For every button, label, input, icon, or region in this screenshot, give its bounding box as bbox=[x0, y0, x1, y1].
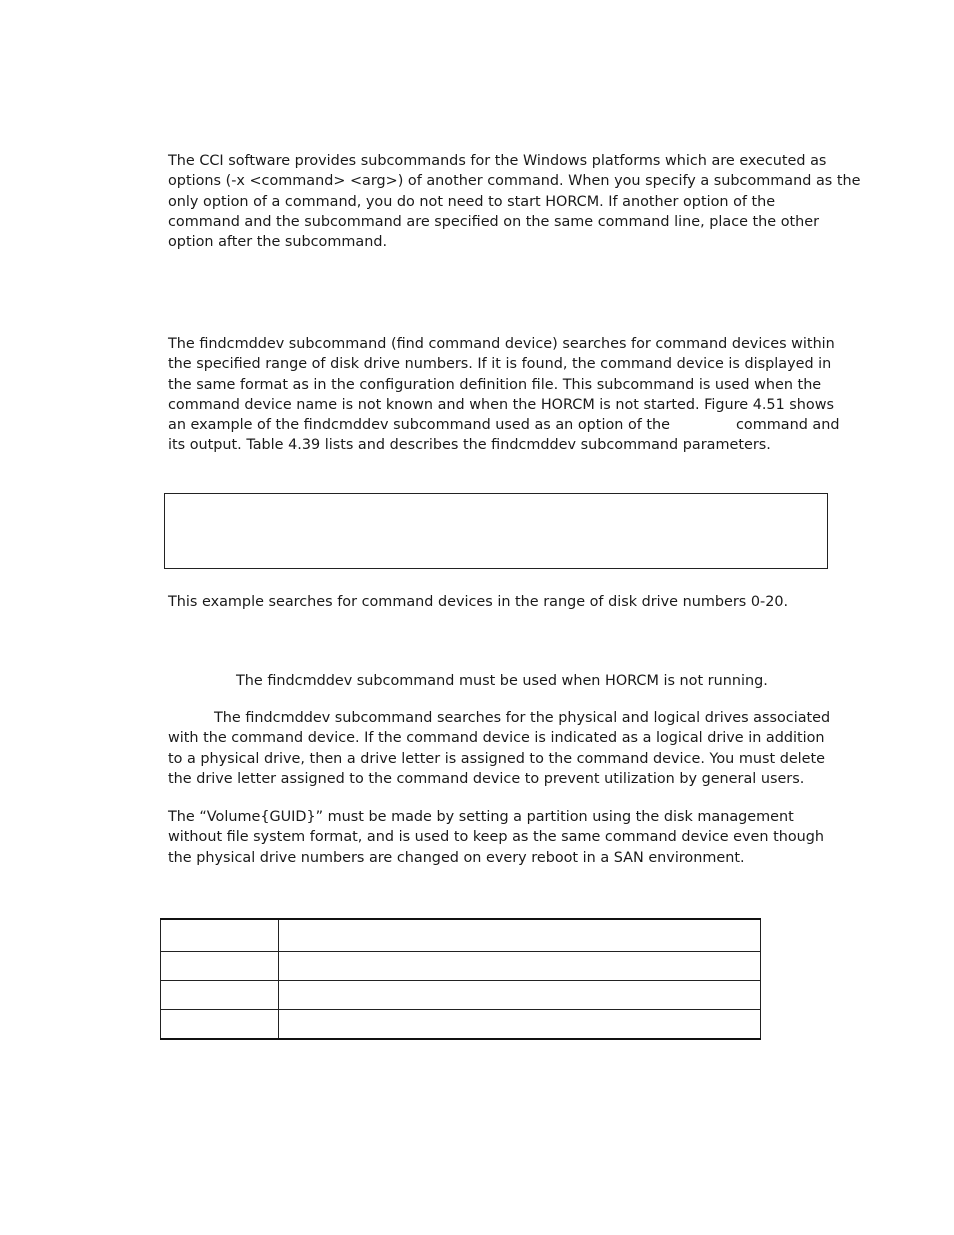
table-cell bbox=[161, 919, 279, 952]
text-line: The “Volume{GUID}” must be made by setting a partition using the disk management bbox=[168, 809, 794, 825]
text-line: the physical drive numbers are changed on every reboot in a SAN environment. bbox=[168, 849, 745, 866]
intro-paragraph bbox=[168, 151, 861, 252]
text-line: only option of a command, you do not need to start HORCM. If another option of the bbox=[168, 193, 776, 210]
text-fragment: The findcmddev subcommand searches for the physical and logical drives associated bbox=[214, 710, 831, 726]
text-line: The CCI software provides subcommands for the Windows platforms which are executed as bbox=[168, 153, 827, 169]
text-line: the specified range of disk drive numbers. If it is found, the command device is displayed in bbox=[168, 356, 832, 373]
example-figure-box bbox=[164, 493, 828, 569]
text-line: to a physical drive, then a drive letter is assigned to the command device. You must delete bbox=[168, 750, 826, 767]
table-cell bbox=[161, 952, 279, 981]
text-line bbox=[168, 708, 831, 728]
table-cell bbox=[161, 981, 279, 1010]
text-line: the same format as in the configuration definition file. This subcommand is used when the bbox=[168, 376, 822, 393]
text-line: command and the subcommand are specified on the same command line, place the other bbox=[168, 213, 820, 230]
volume-note bbox=[168, 807, 828, 868]
table-cell bbox=[161, 1010, 279, 1040]
text-line: without file system format, and is used to keep as the same command device even though bbox=[168, 829, 825, 846]
table-cell bbox=[279, 1010, 761, 1040]
table-row bbox=[161, 952, 761, 981]
text-line: with the command device. If the command device is indicated as a logical drive in addition bbox=[168, 730, 825, 747]
table-row bbox=[161, 981, 761, 1010]
table-cell bbox=[279, 919, 761, 952]
text-line: option after the subcommand. bbox=[168, 234, 388, 251]
text-line: command device name is not known and when the HORCM is not started. Figure 4.51 shows bbox=[168, 396, 834, 413]
table-row bbox=[161, 1010, 761, 1040]
text-fragment: an example of the findcmddev subcommand used as an option of the bbox=[168, 417, 671, 434]
restriction-note: The findcmddev subcommand must be used when HORCM is not running. bbox=[236, 673, 768, 689]
example-caption: This example searches for command devices in the range of disk drive numbers 0-20. bbox=[168, 594, 789, 610]
parameters-table bbox=[160, 918, 761, 1040]
text-line: the drive letter assigned to the command device to prevent utilization by general users. bbox=[168, 770, 805, 787]
text-line: options (-x <command> <arg>) of another command. When you specify a subcommand as the bbox=[168, 173, 861, 190]
table-cell bbox=[279, 981, 761, 1010]
text-fragment: command and bbox=[736, 417, 840, 434]
table-cell bbox=[279, 952, 761, 981]
text-line bbox=[168, 415, 840, 435]
text-line: The findcmddev subcommand (find command device) searches for command devices within bbox=[168, 336, 835, 352]
table-header-row bbox=[161, 919, 761, 952]
drives-note bbox=[168, 708, 831, 789]
findcmddev-description bbox=[168, 334, 840, 456]
text-line: its output. Table 4.39 lists and describes the findcmddev subcommand parameters. bbox=[168, 437, 771, 454]
